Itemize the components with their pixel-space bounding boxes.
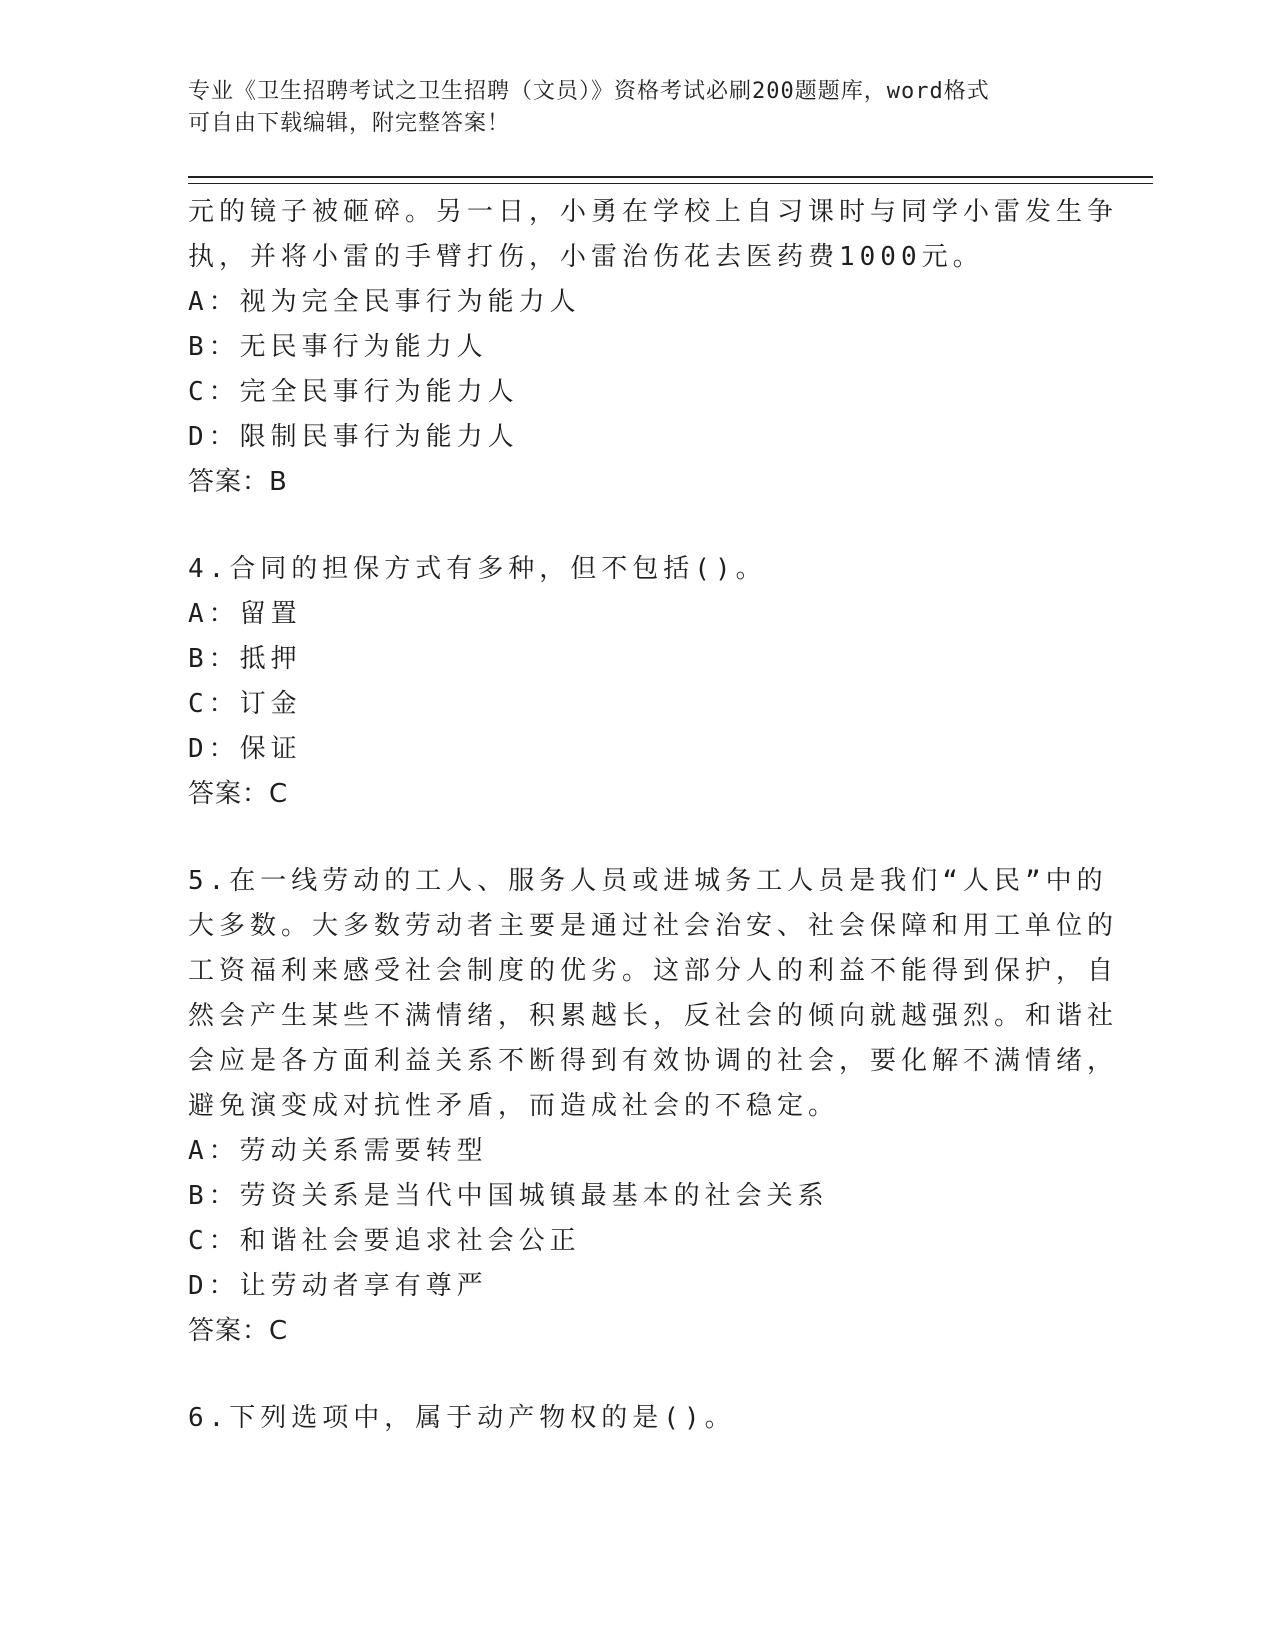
- question-3-block: [188, 190, 1119, 505]
- question-5-block: [188, 859, 1119, 1354]
- question-5-option-b: B：劳资关系是当代中国城镇最基本的社会关系: [188, 1181, 829, 1211]
- spacer: [188, 505, 1088, 547]
- question-5-stem-line: 大多数。大多数劳动者主要是通过社会治安、社会保障和用工单位的: [188, 911, 1119, 941]
- question-3-option-d: D：限制民事行为能力人: [188, 422, 519, 452]
- question-6-stem: 6.下列选项中，属于动产物权的是()。: [188, 1403, 736, 1433]
- question-4-option-c: C：订金: [188, 689, 302, 719]
- spacer: [188, 817, 1088, 859]
- document-body: [188, 190, 1119, 1441]
- header-rule-thick: [188, 176, 1153, 178]
- question-5-stem-line: 避免演变成对抗性矛盾，而造成社会的不稳定。: [188, 1091, 840, 1121]
- question-3-option-b: B：无民事行为能力人: [188, 332, 488, 362]
- question-3-stem-line: 执，并将小雷的手臂打伤，小雷治伤花去医药费1000元。: [188, 242, 984, 272]
- question-6-block: [188, 1396, 1088, 1441]
- question-5-stem-line: 然会产生某些不满情绪，积累越长，反社会的倾向就越强烈。和谐社: [188, 1001, 1119, 1031]
- spacer: [188, 1354, 1088, 1396]
- question-3-stem-line: 元的镜子被砸碎。另一日，小勇在学校上自习课时与同学小雷发生争: [188, 197, 1119, 227]
- question-5-stem-line: 5.在一线劳动的工人、服务人员或进城务工人员是我们“人民”中的: [188, 866, 1108, 896]
- question-4-stem: 4.合同的担保方式有多种，但不包括()。: [188, 554, 767, 584]
- question-5-stem-line: 工资福利来感受社会制度的优劣。这部分人的利益不能得到保护，自: [188, 956, 1119, 986]
- question-4-answer: 答案：C: [188, 779, 289, 809]
- header-title-line-2: 可自由下载编辑，附完整答案！: [188, 111, 511, 136]
- question-5-stem-line: 会应是各方面利益关系不断得到有效协调的社会，要化解不满情绪，: [188, 1046, 1119, 1076]
- question-3-option-c: C：完全民事行为能力人: [188, 377, 519, 407]
- question-5-option-c: C：和谐社会要追求社会公正: [188, 1226, 581, 1256]
- header-title-line-1: 专业《卫生招聘考试之卫生招聘（文员）》资格考试必刷200题题库，word格式: [188, 79, 990, 104]
- question-4-block: [188, 547, 1088, 817]
- header-rule-thin: [188, 183, 1153, 184]
- question-5-option-a: A：劳动关系需要转型: [188, 1136, 488, 1166]
- document-header: [188, 76, 1068, 140]
- question-3-option-a: A：视为完全民事行为能力人: [188, 287, 581, 317]
- question-5-answer: 答案：C: [188, 1316, 289, 1346]
- question-3-answer: 答案：B: [188, 467, 288, 497]
- question-5-option-d: D：让劳动者享有尊严: [188, 1271, 488, 1301]
- question-4-option-d: D：保证: [188, 734, 302, 764]
- question-4-option-a: A：留置: [188, 599, 302, 629]
- question-4-option-b: B：抵押: [188, 644, 302, 674]
